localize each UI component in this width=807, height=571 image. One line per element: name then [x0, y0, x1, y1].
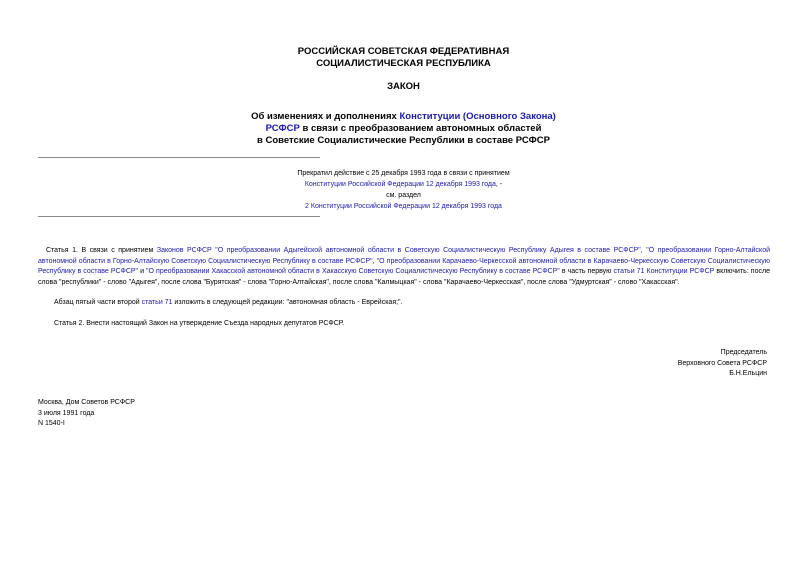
- signature-title: Председатель: [720, 349, 767, 356]
- footer-date: 3 июля 1991 года: [38, 409, 95, 417]
- header-line-1: РОССИЙСКАЯ СОВЕТСКАЯ ФЕДЕРАТИВНАЯ: [297, 46, 510, 57]
- law-karachay-cherkess-link[interactable]: "О преобразовании Карачаево-Черкесской автономной области в Карачаево-Черкесскую Советскую Социалистическую Республику в составе РСФСР": [38, 257, 771, 276]
- note-line-1: Прекратил действие с 25 декабря 1993 года в связи с принятием: [297, 170, 510, 177]
- article-71-constitution-link[interactable]: статьи 71 Конституции РСФСР: [613, 268, 715, 276]
- constitution-1993-link[interactable]: Конституции Российской Федерации 12 декабря 1993 года: [304, 181, 496, 188]
- document-footer: [38, 398, 135, 430]
- constitution-link[interactable]: Конституции (Основного Закона): [399, 111, 556, 122]
- signature-name: Б.Н.Ельцин: [729, 370, 767, 377]
- title-text-2: в связи с преобразованием автономных областей: [299, 123, 542, 134]
- article1-text-2: в часть первую: [559, 268, 614, 276]
- article-1: [38, 246, 770, 288]
- article-71-link[interactable]: статьи 71: [141, 299, 173, 306]
- law-adygea-link[interactable]: Законов РСФСР "О преобразовании Адыгейской автономной области в Советскую Социалистическую Республику Адыгея в составе РСФСР": [156, 247, 641, 254]
- constitution-section-2-link[interactable]: 2 Конституции Российской Федерации 12 декабря 1993 года: [305, 203, 502, 210]
- signature-block: [678, 348, 767, 380]
- title-text-3: в Советские Социалистические Республики в составе РСФСР: [257, 135, 550, 146]
- article1-p2-text-1: Абзац пятый части второй: [54, 299, 142, 306]
- document-header: [0, 46, 807, 70]
- article-1-paragraph-2: [38, 298, 770, 309]
- article1-sep-1: ,: [640, 247, 647, 254]
- footer-number: N 1540-I: [38, 420, 65, 427]
- law-khakassia-link[interactable]: "О преобразовании Хакасской автономной области в Хакасскую Советскую Социалистическую Республику в составе РСФСР": [146, 268, 560, 276]
- article1-p2-text-2: изложить в следующей редакции: "автономная область - Еврейская;".: [172, 299, 403, 306]
- divider-bottom: [38, 216, 320, 217]
- note-link-suffix: , -: [495, 181, 503, 188]
- article1-sep-2: ,: [372, 257, 377, 265]
- article1-text-1: Статья 1. В связи с принятием: [46, 247, 157, 254]
- signature-body: Верховного Совета РСФСР: [677, 359, 767, 367]
- document-type: ЗАКОН: [387, 81, 420, 92]
- article1-sep-3: и: [138, 268, 147, 276]
- status-note: [0, 168, 807, 212]
- divider-top: [38, 157, 320, 158]
- note-line-3: см. раздел: [386, 192, 421, 199]
- header-line-2: СОЦИАЛИСТИЧЕСКАЯ РЕСПУБЛИКА: [316, 58, 491, 69]
- law-gorno-altai-link[interactable]: "О преобразовании Горно-Алтайской автономной области в Горно-Алтайскую Советскую Социалистическую Республику в составе РСФСР": [38, 247, 771, 265]
- document-title: [150, 111, 657, 147]
- footer-place: Москва, Дом Советов РСФСР: [38, 399, 135, 406]
- rsfsr-link[interactable]: РСФСР: [265, 123, 300, 134]
- title-text-1: Об изменениях и дополнениях: [251, 111, 400, 122]
- article1-text-3: включить: после слова "республики" - слово "Адыгея", после слова "Бурятская" - слова "Горно-Алтайская", после слова "Калмыцкая" - слова "Карачаево-Черкесская", после слова "Удмуртская" - слово "Хакасская".: [38, 268, 770, 286]
- article-2: Статья 2. Внести настоящий Закон на утверждение Съезда народных депутатов РСФСР.: [54, 320, 345, 327]
